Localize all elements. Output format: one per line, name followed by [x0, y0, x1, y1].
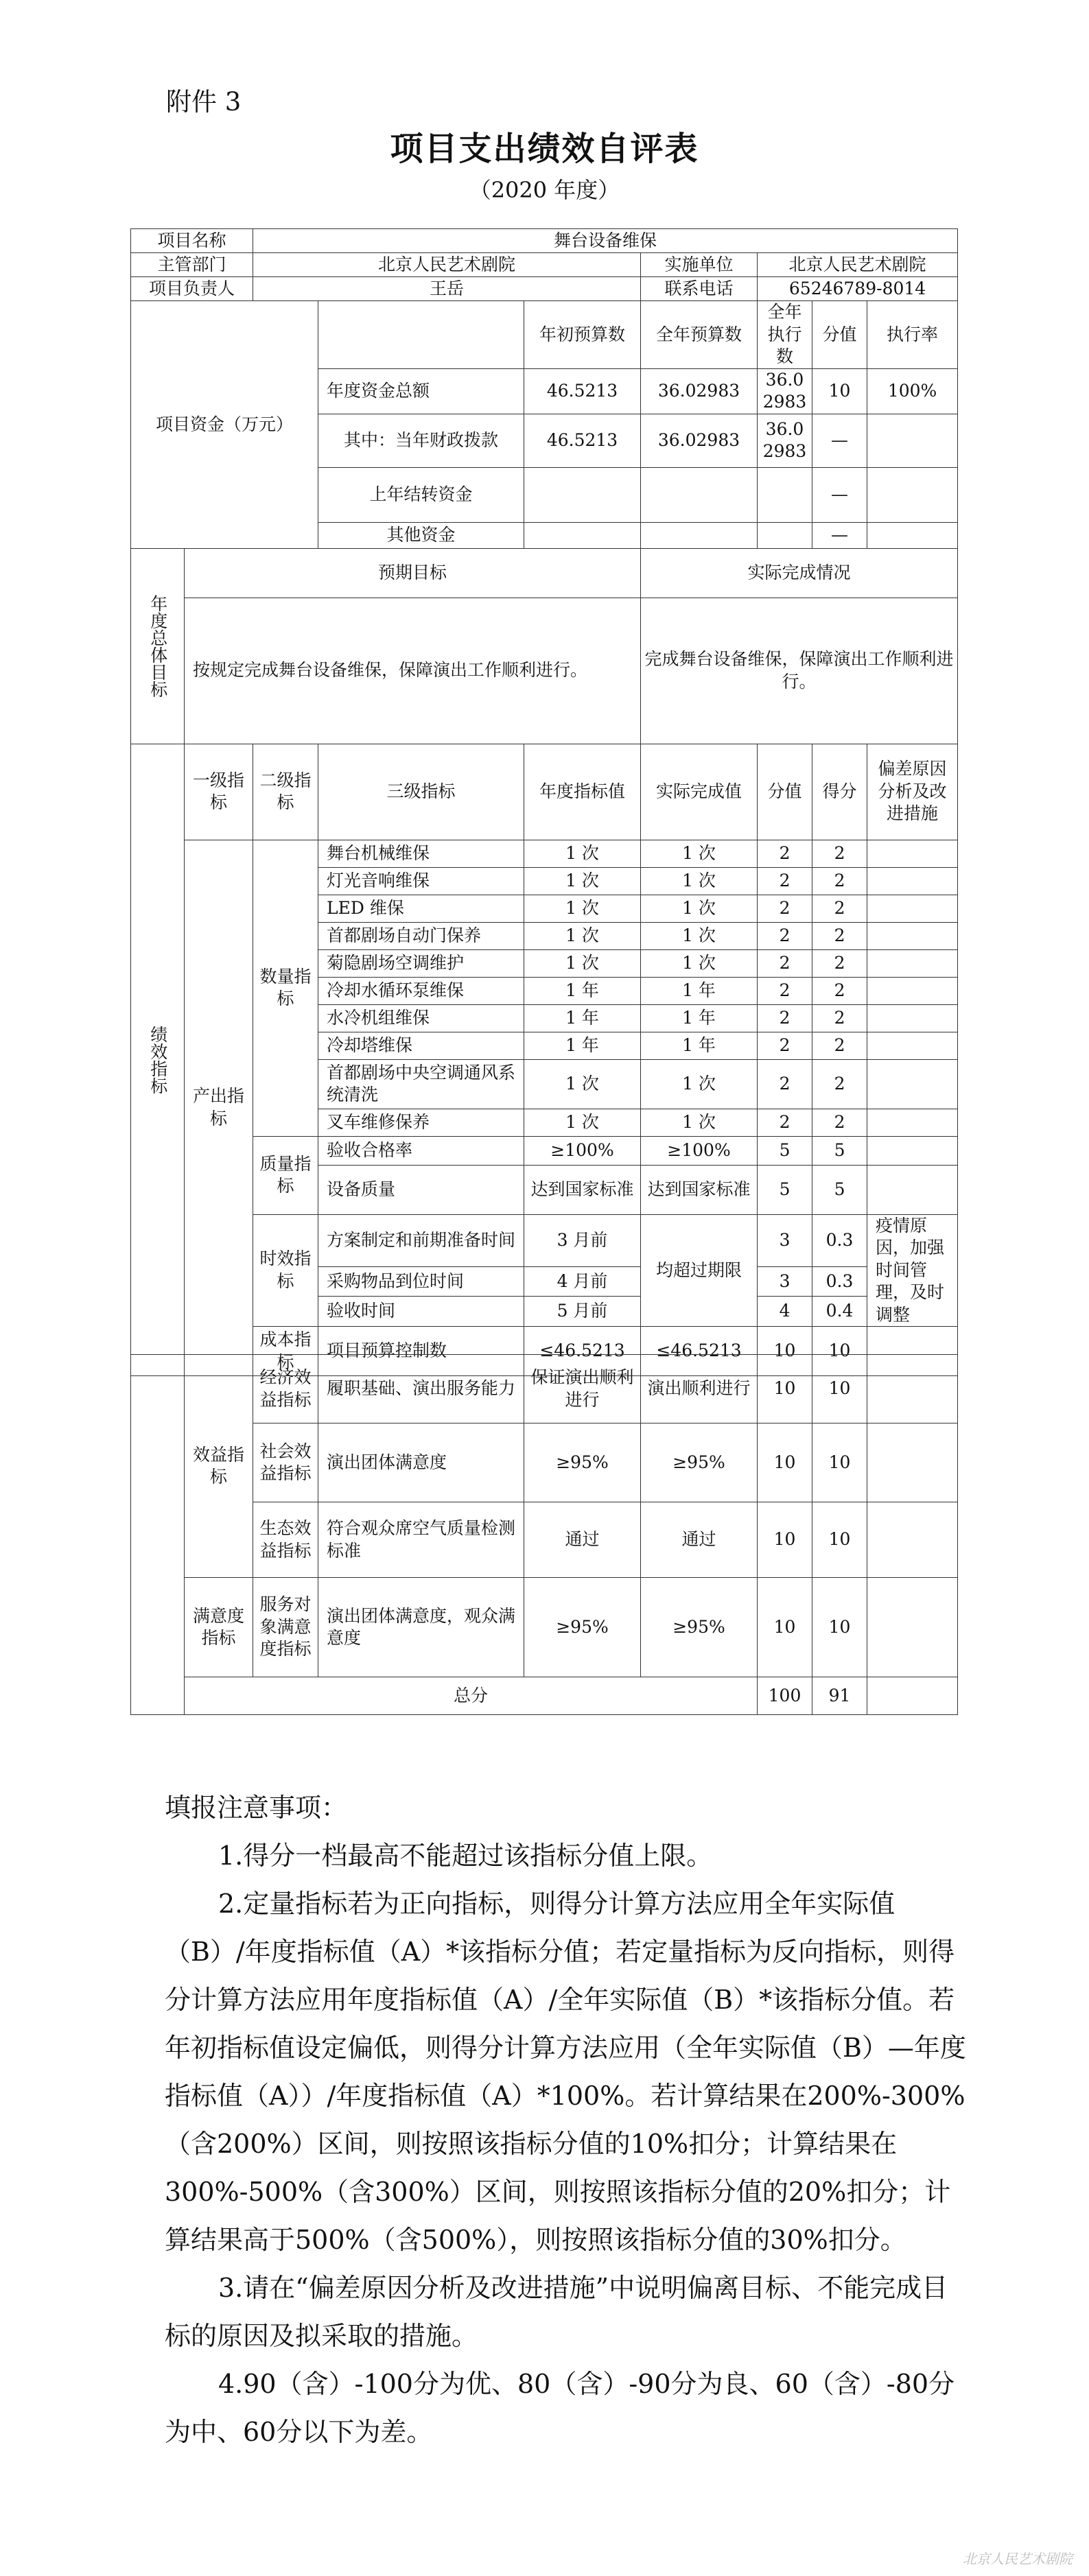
actual-value: 1 年 [641, 977, 758, 1004]
actual-value: 1 次 [641, 949, 758, 977]
actual-value: 1 次 [641, 867, 758, 895]
output-indicator-label: 产出指标 [185, 840, 253, 1376]
funds-cell: 36.02983 [641, 414, 758, 467]
actual-value: 1 次 [641, 1059, 758, 1109]
funds-cell: 36.02983 [758, 414, 812, 467]
got: 2 [812, 1109, 867, 1136]
notes-title: 填报注意事项： [165, 1793, 348, 1823]
target-value: ≤46.5213 [524, 1327, 641, 1376]
time-actual-value: 均超过期限 [641, 1214, 758, 1327]
target-value: 1 年 [524, 977, 641, 1004]
actual-value: 1 次 [641, 840, 758, 867]
phone-value: 65246789-8014 [758, 277, 958, 301]
funds-cell: 46.5213 [524, 368, 641, 414]
funds-row-name: 上年结转资金 [318, 467, 524, 522]
table-row: LED 维保 [318, 895, 524, 922]
score: 5 [758, 1136, 812, 1165]
quality-indicator-label: 质量指标 [253, 1136, 318, 1214]
funds-cell: 46.5213 [524, 414, 641, 467]
target-value: 1 年 [524, 1004, 641, 1032]
got: 2 [812, 1032, 867, 1059]
score: 10 [758, 1423, 812, 1502]
performance-indicator-label: 绩效指标 [131, 744, 185, 1376]
page-title: 项目支出绩效自评表 [390, 130, 699, 168]
score: 2 [758, 1004, 812, 1032]
perf-header: 偏差原因分析及改进措施 [867, 744, 958, 840]
deviation [867, 1502, 958, 1578]
table-row: 菊隐剧场空调维护 [318, 949, 524, 977]
self-evaluation-table [130, 228, 958, 1376]
got: 2 [812, 949, 867, 977]
got: 2 [812, 1059, 867, 1109]
got: 10 [812, 1423, 867, 1502]
score: 2 [758, 1059, 812, 1109]
score: 2 [758, 949, 812, 977]
actual-result-text: 完成舞台设备维保，保障演出工作顺利进行。 [641, 598, 958, 744]
target-value: 3 月前 [524, 1214, 641, 1266]
score: 10 [758, 1355, 812, 1423]
got: 5 [812, 1165, 867, 1214]
funds-cell [867, 414, 958, 467]
got: 0.4 [812, 1297, 867, 1327]
funds-cell: 100% [867, 368, 958, 414]
funds-header: 全年执行数 [758, 301, 812, 369]
table-row: 演出团体满意度，观众满意度 [318, 1578, 524, 1677]
target-value: 1 次 [524, 895, 641, 922]
got: 5 [812, 1136, 867, 1165]
quantity-indicator-label: 数量指标 [253, 840, 318, 1136]
deviation [867, 840, 958, 867]
actual-result-header: 实际完成情况 [641, 548, 958, 598]
actual-value: 1 次 [641, 922, 758, 949]
score: 2 [758, 977, 812, 1004]
perf-header: 一级指标 [185, 744, 253, 840]
actual-value: 演出顺利进行 [641, 1355, 758, 1423]
actual-value: ≤46.5213 [641, 1327, 758, 1376]
deviation [867, 949, 958, 977]
phone-label: 联系电话 [641, 277, 758, 301]
got: 2 [812, 922, 867, 949]
actual-value: 1 次 [641, 1109, 758, 1136]
perf-header: 三级指标 [318, 744, 524, 840]
funds-header: 年初预算数 [524, 301, 641, 369]
funds-row-name: 其中：当年财政拨款 [318, 414, 524, 467]
got: 2 [812, 895, 867, 922]
target-value: ≥95% [524, 1423, 641, 1502]
funds-cell [524, 522, 641, 548]
table-row: 水冷机组维保 [318, 1004, 524, 1032]
dept-value: 北京人民艺术剧院 [253, 253, 641, 277]
deviation [867, 1004, 958, 1032]
total-got: 91 [812, 1677, 867, 1715]
table-row: 采购物品到位时间 [318, 1266, 524, 1297]
benefit-blank [131, 1355, 185, 1715]
score: 2 [758, 922, 812, 949]
watermark: 北京人民艺术剧院 [963, 2551, 1073, 2567]
funds-cell: 36.02983 [641, 368, 758, 414]
target-value: 保证演出顺利进行 [524, 1355, 641, 1423]
sub-indicator: 经济效益指标 [253, 1355, 318, 1423]
total-deviation [867, 1677, 958, 1715]
table-row: 验收合格率 [318, 1136, 524, 1165]
deviation [867, 1355, 958, 1423]
actual-value: 1 年 [641, 1004, 758, 1032]
got: 10 [812, 1327, 867, 1376]
deviation [867, 977, 958, 1004]
project-name-value: 舞台设备维保 [253, 229, 958, 253]
got: 2 [812, 1004, 867, 1032]
actual-value: 通过 [641, 1502, 758, 1578]
funds-cell [867, 467, 958, 522]
score: 10 [758, 1578, 812, 1677]
got: 2 [812, 840, 867, 867]
score: 2 [758, 895, 812, 922]
table-row: 设备质量 [318, 1165, 524, 1214]
target-value: 达到国家标准 [524, 1165, 641, 1214]
table-row: 方案制定和前期准备时间 [318, 1214, 524, 1266]
funds-cell: — [812, 467, 867, 522]
funds-cell [641, 467, 758, 522]
note-item: 2.定量指标若为正向指标，则得分计算方法应用全年实际值（B）/年度指标值（A）*该指标分值；若定量指标为反向指标，则得分计算方法应用年度指标值（A）/全年实际值（B）*该指标分值。若年初指标值设定偏低，则得分计算方法应用（全年实际值（B）—年度指标值（A））/年度指标值（A）*100%。若计算结果在200%-300%（含200%）区间，则按照该指标分值的10%扣分；计算结果在300%-500%（含300%）区间，则按照该指标分值的20%扣分；计算结果高于500%（含500%），则按照该指标分值的30%扣分。 [165, 1889, 966, 2255]
score: 4 [758, 1297, 812, 1327]
deviation [867, 1109, 958, 1136]
target-value: 1 次 [524, 1059, 641, 1109]
sub-indicator: 服务对象满意度指标 [253, 1578, 318, 1677]
deviation [867, 1059, 958, 1109]
dept-label: 主管部门 [131, 253, 253, 277]
deviation [867, 867, 958, 895]
sub-indicator: 生态效益指标 [253, 1502, 318, 1578]
target-value: ≥100% [524, 1136, 641, 1165]
perf-header: 分值 [758, 744, 812, 840]
actual-value: ≥95% [641, 1578, 758, 1677]
sub-indicator: 社会效益指标 [253, 1423, 318, 1502]
score: 10 [758, 1327, 812, 1376]
funds-header: 执行率 [867, 301, 958, 369]
table-row: 冷却水循环泵维保 [318, 977, 524, 1004]
table-row: 首都剧场中央空调通风系统清洗 [318, 1059, 524, 1109]
score: 3 [758, 1266, 812, 1297]
score: 5 [758, 1165, 812, 1214]
unit-value: 北京人民艺术剧院 [758, 253, 958, 277]
table-row: 履职基础、演出服务能力 [318, 1355, 524, 1423]
actual-value: 1 年 [641, 1032, 758, 1059]
time-indicator-label: 时效指标 [253, 1214, 318, 1327]
note-item: 4.90（含）-100分为优、80（含）-90分为良、60（含）-80分为中、60分以下为差。 [165, 2369, 955, 2447]
perf-header: 实际完成值 [641, 744, 758, 840]
table-row: 首都剧场自动门保养 [318, 922, 524, 949]
score: 10 [758, 1502, 812, 1578]
table-row: 冷却塔维保 [318, 1032, 524, 1059]
filling-notes [165, 1784, 968, 2456]
got: 10 [812, 1578, 867, 1677]
leader-label: 项目负责人 [131, 277, 253, 301]
target-value: 1 次 [524, 1109, 641, 1136]
actual-value: ≥95% [641, 1423, 758, 1502]
note-item: 1.得分一档最高不能超过该指标分值上限。 [218, 1841, 713, 1871]
satisfaction-indicator-label: 满意度指标 [185, 1578, 253, 1677]
score: 2 [758, 1109, 812, 1136]
target-value: 1 年 [524, 1032, 641, 1059]
cost-indicator-label: 成本指标 [253, 1327, 318, 1376]
table-row: 演出团体满意度 [318, 1423, 524, 1502]
actual-value: 1 次 [641, 895, 758, 922]
got: 10 [812, 1502, 867, 1578]
note-item: 3.请在“偏差原因分析及改进措施”中说明偏离目标、不能完成目标的原因及拟采取的措施。 [165, 2273, 948, 2351]
target-value: 1 次 [524, 867, 641, 895]
target-value: 1 次 [524, 922, 641, 949]
got: 2 [812, 977, 867, 1004]
funds-cell [867, 522, 958, 548]
funds-cell [641, 522, 758, 548]
year-label: （2020 年度） [469, 177, 620, 203]
funds-cell: — [812, 414, 867, 467]
got: 0.3 [812, 1266, 867, 1297]
score: 3 [758, 1214, 812, 1266]
target-value: 5 月前 [524, 1297, 641, 1327]
perf-header: 得分 [812, 744, 867, 840]
funds-cell: 10 [812, 368, 867, 414]
got: 0.3 [812, 1214, 867, 1266]
benefit-table [130, 1354, 958, 1715]
table-row: 叉车维修保养 [318, 1109, 524, 1136]
funds-header-blank [318, 301, 524, 369]
deviation [867, 1165, 958, 1214]
table-row: 舞台机械维保 [318, 840, 524, 867]
target-value: 1 次 [524, 840, 641, 867]
perf-header: 年度指标值 [524, 744, 641, 840]
funds-header: 全年预算数 [641, 301, 758, 369]
total-score: 100 [758, 1677, 812, 1715]
attachment-label: 附件 3 [166, 87, 242, 117]
deviation [867, 922, 958, 949]
deviation [867, 1032, 958, 1059]
deviation [867, 1578, 958, 1677]
unit-label: 实施单位 [641, 253, 758, 277]
funds-cell [758, 467, 812, 522]
expected-goal-text: 按规定完成舞台设备维保，保障演出工作顺利进行。 [185, 598, 641, 744]
table-row: 符合观众席空气质量检测标准 [318, 1502, 524, 1578]
project-name-label: 项目名称 [131, 229, 253, 253]
total-label: 总分 [185, 1677, 758, 1715]
score: 2 [758, 867, 812, 895]
target-value: 1 次 [524, 949, 641, 977]
leader-value: 王岳 [253, 277, 641, 301]
got: 10 [812, 1355, 867, 1423]
target-value: 通过 [524, 1502, 641, 1578]
perf-header: 二级指标 [253, 744, 318, 840]
table-row: 验收时间 [318, 1297, 524, 1327]
funds-cell [524, 467, 641, 522]
time-deviation-text: 疫情原因，加强时间管理，及时调整 [867, 1214, 958, 1327]
funds-header: 分值 [812, 301, 867, 369]
table-row: 项目预算控制数 [318, 1327, 524, 1376]
funds-cell: — [812, 522, 867, 548]
funds-cell: 36.02983 [758, 368, 812, 414]
score: 2 [758, 1032, 812, 1059]
funds-row-name: 年度资金总额 [318, 368, 524, 414]
deviation [867, 895, 958, 922]
funds-label: 项目资金（万元） [131, 301, 318, 549]
deviation [867, 1136, 958, 1165]
deviation [867, 1423, 958, 1502]
funds-cell [758, 522, 812, 548]
annual-goal-label: 年度总体目标 [131, 548, 185, 744]
score: 2 [758, 840, 812, 867]
expected-goal-header: 预期目标 [185, 548, 641, 598]
funds-row-name: 其他资金 [318, 522, 524, 548]
table-row: 灯光音响维保 [318, 867, 524, 895]
actual-value: 达到国家标准 [641, 1165, 758, 1214]
benefit-indicator-label: 效益指标 [185, 1355, 253, 1578]
target-value: 4 月前 [524, 1266, 641, 1297]
target-value: ≥95% [524, 1578, 641, 1677]
actual-value: ≥100% [641, 1136, 758, 1165]
got: 2 [812, 867, 867, 895]
